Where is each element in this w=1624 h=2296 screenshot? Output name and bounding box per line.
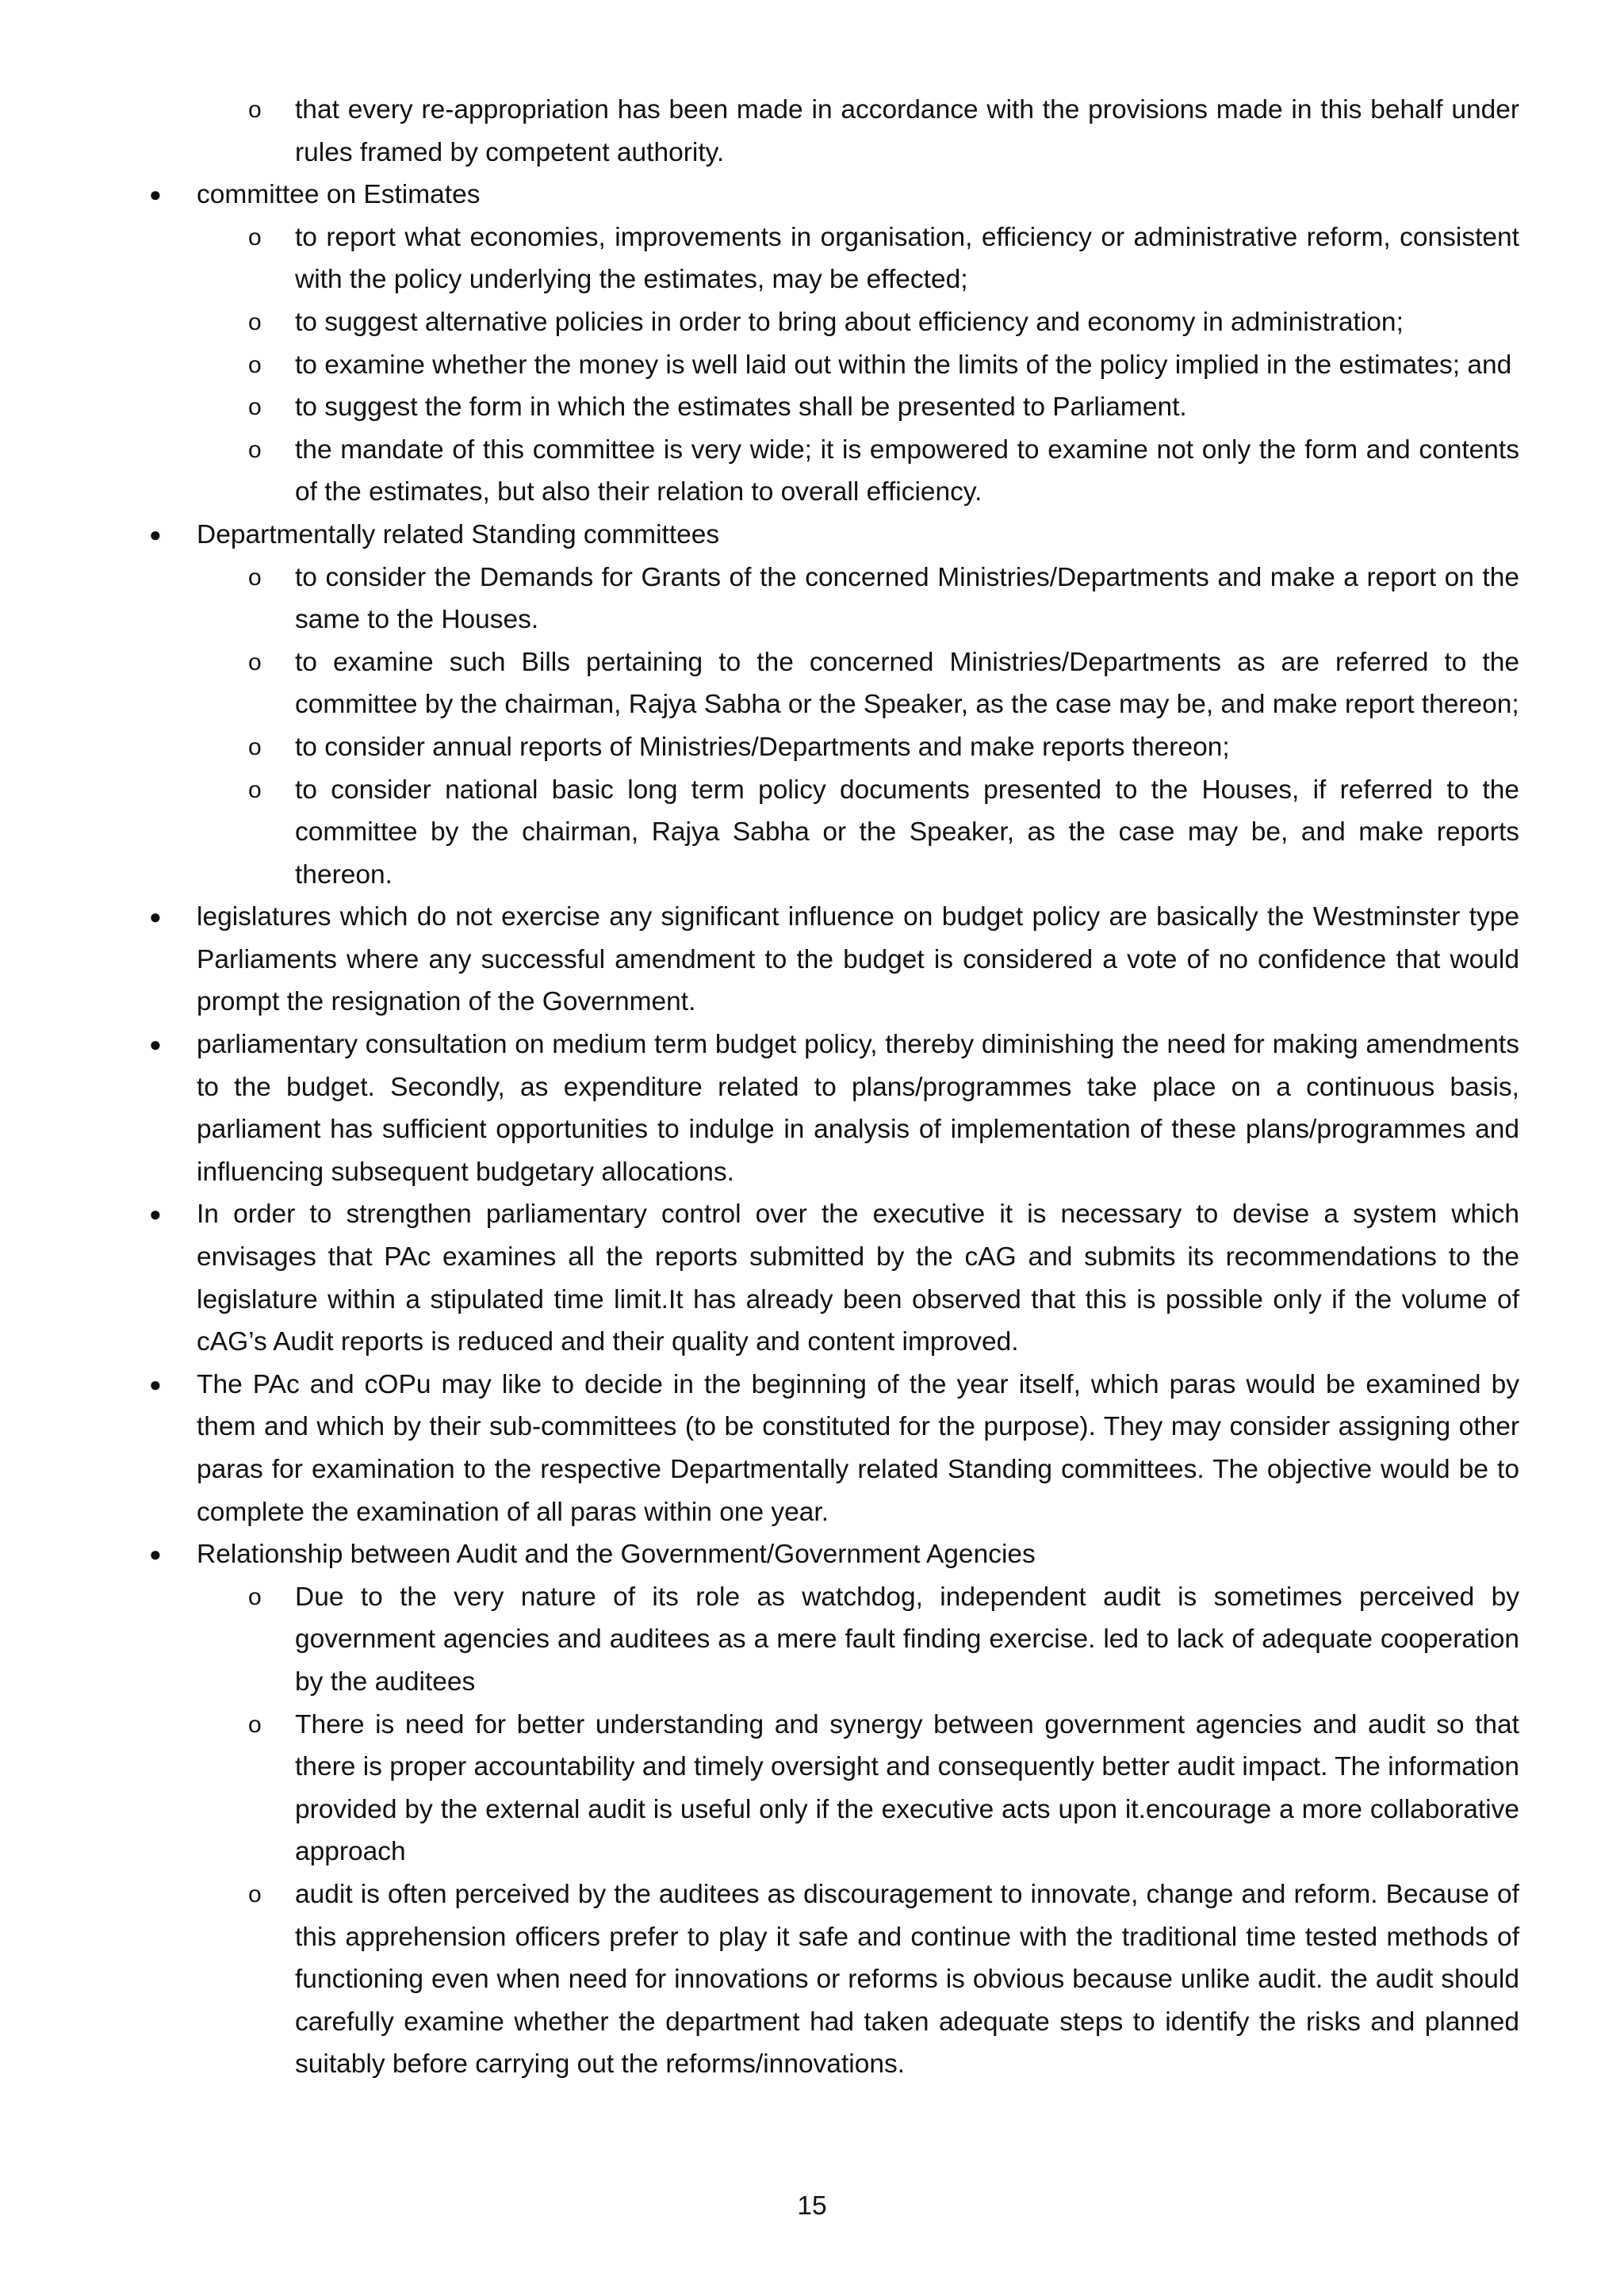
hollow-bullet-icon: o — [248, 308, 262, 335]
bullet-icon: ● — [149, 182, 162, 207]
bullet-icon: ● — [149, 1372, 162, 1396]
item-text: to suggest alternative policies in order to bring about efficiency and economy in administration; — [295, 307, 1404, 337]
item-text: to suggest the form in which the estimates shall be presented to Parliament. — [295, 392, 1187, 423]
sub-bullet-item — [248, 1704, 1519, 1873]
sub-bullet-item — [248, 726, 1519, 769]
item-text: that every re-appropriation has been made in accordance with the provisions made in this behalf under rules framed by competent authority. — [295, 95, 1519, 167]
bullet-icon: ● — [149, 1202, 162, 1226]
bullet-item — [149, 1533, 1519, 1576]
sub-bullet-item — [248, 344, 1519, 387]
sub-bullet-item — [248, 429, 1519, 514]
item-text: In order to strengthen parliamentary control over the executive it is necessary to devise a system which envisages that PAc examines all the reports submitted by the cAG and submits its recommendations to the legislature within a stipulated time limit.It has already been observed that this is possible only if the volume of cAG’s Audit reports is reduced and their quality and content improved. — [197, 1200, 1519, 1357]
bullet-item — [149, 174, 1519, 216]
sub-bullet-item — [248, 386, 1519, 429]
sub-bullet-item — [248, 769, 1519, 897]
item-text: Due to the very nature of its role as watchdog, independent audit is sometimes perceived by government agencies and auditees as a mere fault finding exercise. led to lack of adequate cooperation by the auditees — [295, 1582, 1519, 1697]
item-text: to consider national basic long term policy documents presented to the Houses, if referred to the committee by the chairman, Rajya Sabha or the Speaker, as the case may be, and make reports thereon. — [295, 775, 1519, 890]
item-text: parliamentary consultation on medium term budget policy, thereby diminishing the need for making amendments to the budget. Secondly, as expenditure related to plans/programmes take place on a continuous basis, parliament has sufficient opportunities to indulge in analysis of implementation of these plans/programmes and influencing subsequent budgetary allocations. — [197, 1030, 1519, 1187]
bullet-item — [149, 514, 1519, 557]
item-text: to consider annual reports of Ministries/Departments and make reports thereon; — [295, 732, 1230, 762]
item-text: the mandate of this committee is very wide; it is empowered to examine not only the form and contents of the estimates, but also their relation to overall efficiency. — [295, 434, 1519, 507]
bullet-item — [149, 1024, 1519, 1193]
sub-bullet-item — [248, 301, 1519, 344]
item-text: to report what economies, improvements in organisation, efficiency or administrative reform, consistent with the policy underlying the estimates, may be effected; — [295, 222, 1519, 295]
item-text: to examine whether the money is well laid out within the limits of the policy implied in the estimates; and — [295, 350, 1512, 380]
bullet-item — [149, 1193, 1519, 1363]
bullet-icon: ● — [149, 905, 162, 929]
page-number: 15 — [797, 2191, 827, 2221]
bullet-item — [149, 1364, 1519, 1533]
item-text: Departmentally related Standing committees — [197, 519, 720, 549]
hollow-bullet-icon: o — [248, 1583, 262, 1610]
bullet-icon: ● — [149, 1542, 162, 1567]
item-text: to consider the Demands for Grants of the concerned Ministries/Departments and make a report on the same to the Houses. — [295, 562, 1519, 635]
item-text: There is need for better understanding and synergy between government agencies and audit so that there is proper accountability and timely oversight and consequently better audit impact. The information provided by the external audit is useful only if the executive acts upon it.encourage a more collaborative approach — [295, 1709, 1519, 1867]
item-text: Relationship between Audit and the Government/Government Agencies — [197, 1540, 1036, 1570]
hollow-bullet-icon: o — [248, 436, 262, 463]
bullet-item — [149, 896, 1519, 1024]
item-text: audit is often perceived by the auditees as discouragement to innovate, change and reform. Because of this apprehension officers prefer to play it safe and continue with the traditional time tested methods of functioning even when need for innovations or reforms is obvious because unlike audit. the audit should carefully examine whether the department had taken adequate steps to identify the risks and planned suitably before carrying out the reforms/innovations. — [295, 1879, 1519, 2080]
hollow-bullet-icon: o — [248, 776, 262, 803]
sub-bullet-item — [248, 641, 1519, 726]
item-text: legislatures which do not exercise any significant influence on budget policy are basically the Westminster type Parliaments where any successful amendment to the budget is considered a vote of no confidence that would prompt the resignation of the Government. — [197, 902, 1519, 1017]
bullet-icon: ● — [149, 522, 162, 546]
item-text: to examine such Bills pertaining to the concerned Ministries/Departments as are referred to the committee by the chairman, Rajya Sabha or the Speaker, as the case may be, and make report thereon; — [295, 647, 1519, 720]
hollow-bullet-icon: o — [248, 564, 262, 591]
hollow-bullet-icon: o — [248, 394, 262, 421]
hollow-bullet-icon: o — [248, 649, 262, 675]
sub-bullet-item — [248, 1873, 1519, 2086]
sub-bullet-item — [248, 89, 1519, 174]
hollow-bullet-icon: o — [248, 1711, 262, 1738]
item-text: The PAc and cOPu may like to decide in the beginning of the year itself, which paras would be examined by them and which by their sub-committees (to be constituted for the purpose). They may consider assigning other paras for examination to the respective Departmentally related Standing committees. The objective would be to complete the examination of all paras within one year. — [197, 1369, 1519, 1527]
hollow-bullet-icon: o — [248, 733, 262, 760]
hollow-bullet-icon: o — [248, 1881, 262, 1908]
hollow-bullet-icon: o — [248, 351, 262, 378]
sub-bullet-item — [248, 216, 1519, 301]
hollow-bullet-icon: o — [248, 224, 262, 251]
sub-bullet-item — [248, 557, 1519, 641]
document-page — [0, 89, 1624, 2086]
item-text: committee on Estimates — [197, 180, 481, 210]
hollow-bullet-icon: o — [248, 97, 262, 123]
bullet-icon: ● — [149, 1032, 162, 1057]
sub-bullet-item — [248, 1576, 1519, 1704]
